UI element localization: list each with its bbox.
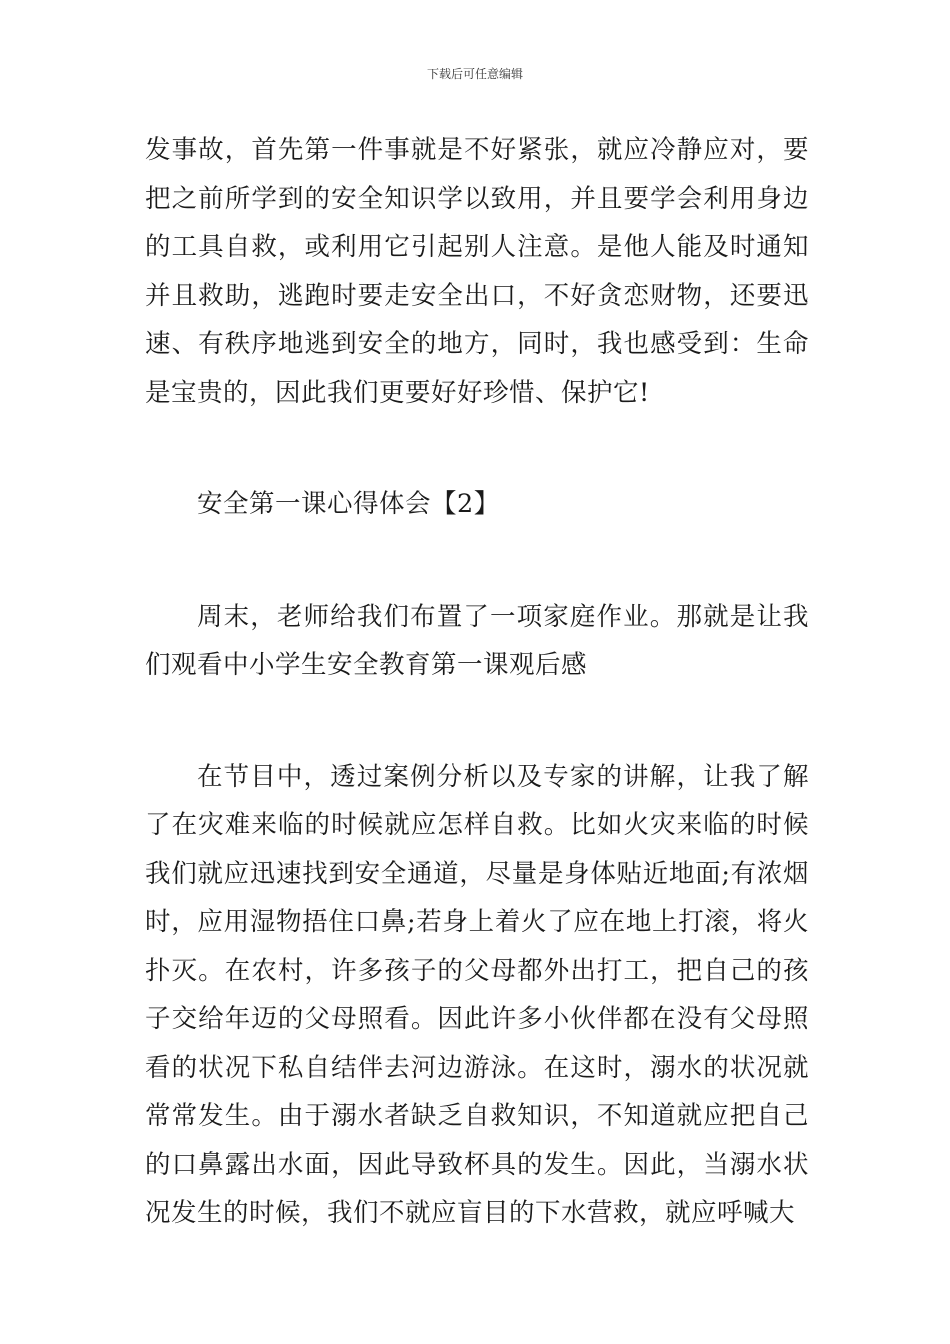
paragraph-program: 在节目中，透过案例分析以及专家的讲解，让我了解了在灾难来临的时候就应怎样自救。比如火灾来临的时候我们就应迅速找到安全通道，尽量是身体贴近地面;有浓烟时，应用湿物捂住口鼻;若身上着火了应在地上打滚，将火扑灭。在农村，许多孩子的父母都外出打工，把自己的孩子交给年迈的父母照看。因此许多小伙伴都在没有父母照看的状况下私自结伴去河边游泳。在这时，溺水的状况就常常发生。由于溺水者缺乏自救知识，不知道就应把自己的口鼻露出水面，因此导致杯具的发生。因此，当溺水状况发生的时候，我们不就应盲目的下水营救，就应呼喊大 — [145, 761, 809, 1228]
page-header-note: 下载后可任意编辑 — [426, 67, 523, 81]
paragraph-homework: 周末，老师给我们布置了一项家庭作业。那就是让我们观看中小学生安全教育第一课观后感 — [145, 601, 809, 680]
paragraph-gap — [145, 529, 809, 593]
paragraph-gap — [145, 417, 809, 480]
section-title: 安全第一课心得体会【2】 — [197, 489, 500, 519]
document-body — [145, 126, 809, 1238]
paragraph-continued: 发事故，首先第一件事就是不好紧张，就应冷静应对，要把之前所学到的安全知识学以致用，并且要学会利用身边的工具自救，或利用它引起别人注意。是他人能及时通知并且救助，逃跑时要走安全出口，不好贪恋财物，还要迅速、有秩序地逃到安全的地方，同时，我也感受到：生命是宝贵的，因此我们更要好好珍惜、保护它! — [145, 135, 809, 408]
paragraph-gap — [145, 690, 809, 753]
